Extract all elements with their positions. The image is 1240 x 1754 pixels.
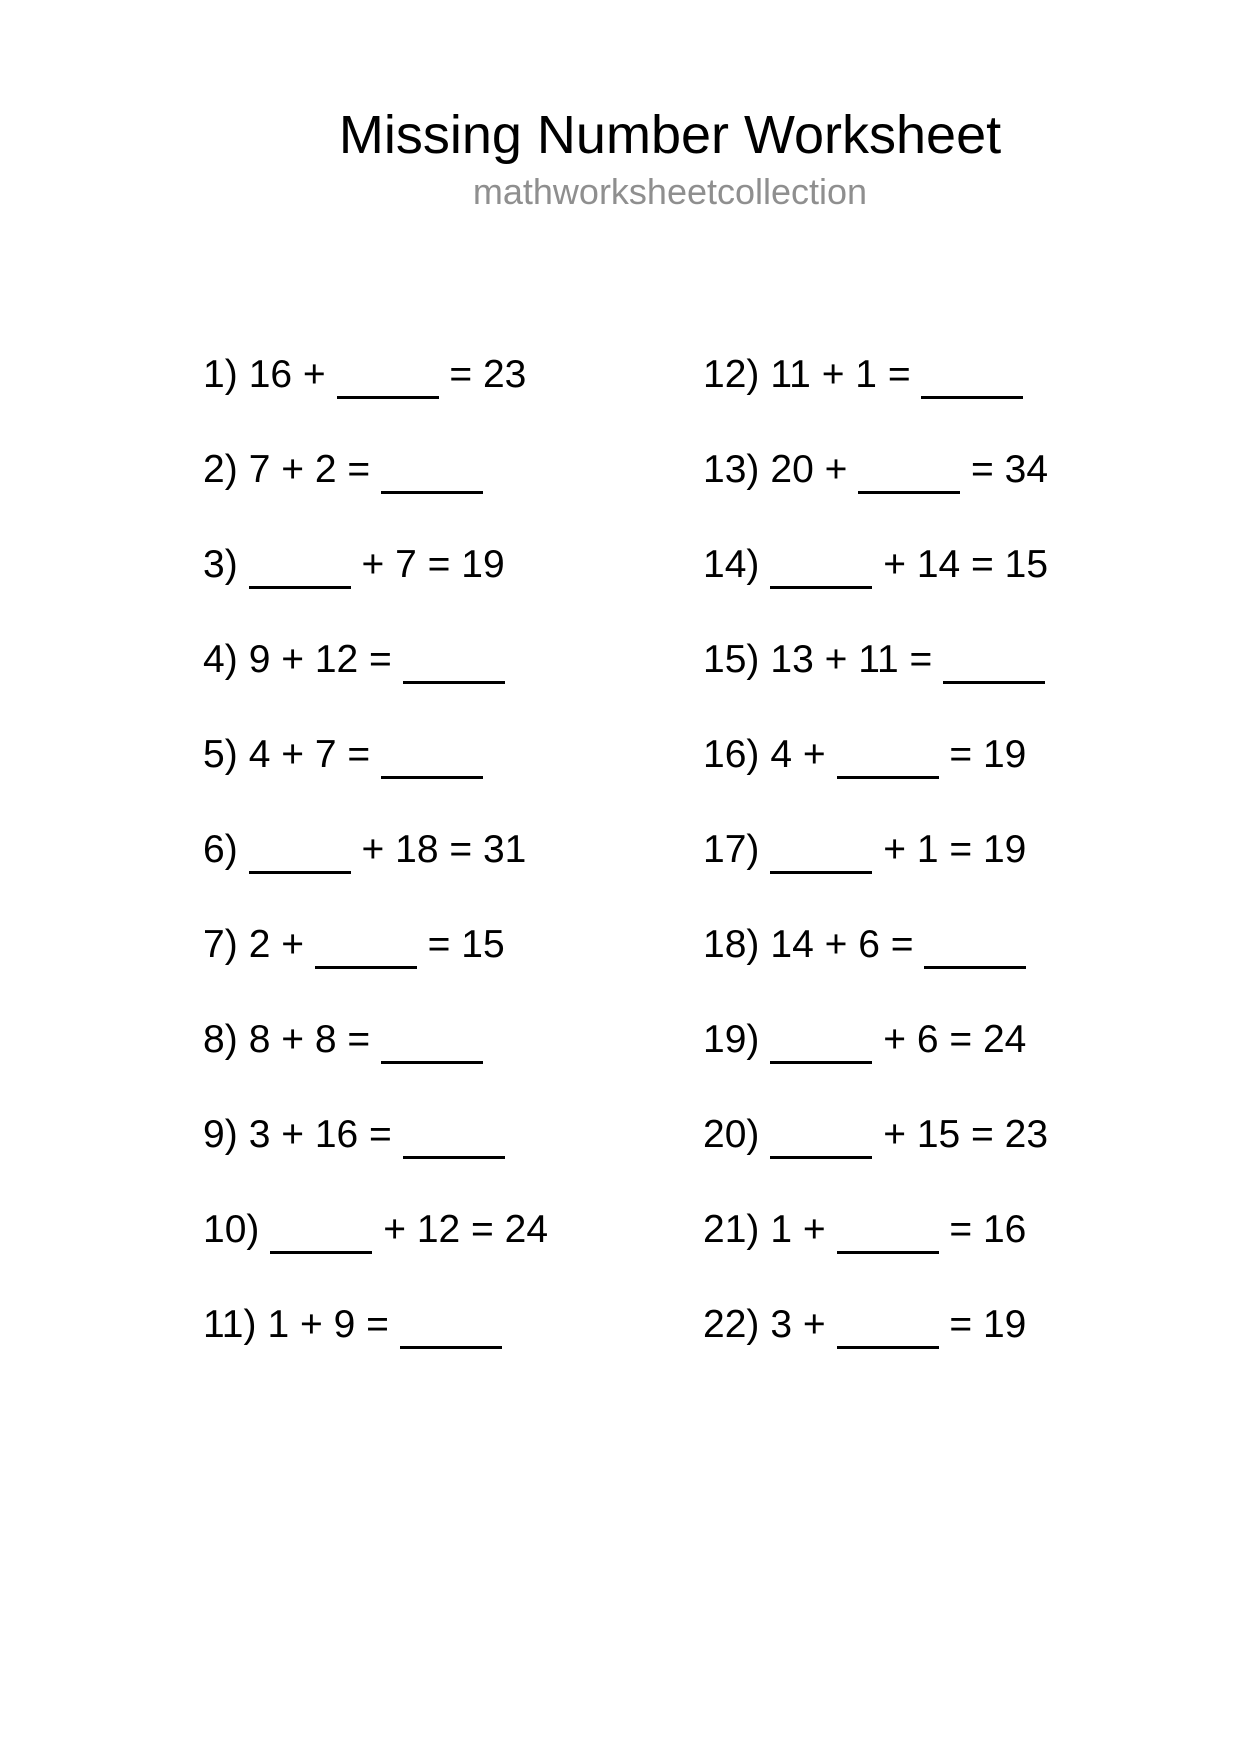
problem-text-pre: 4 + 7 = <box>248 733 381 776</box>
problem-row <box>203 517 548 612</box>
answer-blank <box>400 1312 502 1349</box>
problem-number: 7) <box>203 923 238 966</box>
problem-text-pre: 1 + <box>770 1208 837 1251</box>
problem-row <box>703 1277 1048 1372</box>
problems-column-left <box>203 327 548 1372</box>
problem-number: 10) <box>203 1208 260 1251</box>
problem-text-pre: 3 + 16 = <box>248 1113 403 1156</box>
problem-text-post: = 16 <box>938 1208 1027 1251</box>
problem-text-post: = 19 <box>938 1303 1027 1346</box>
problem-text-post: = 15 <box>416 923 505 966</box>
problem-number: 6) <box>203 828 238 871</box>
answer-blank <box>837 742 939 779</box>
problem-text-pre: 1 + 9 = <box>267 1303 400 1346</box>
problem-text-post: + 12 = 24 <box>372 1208 549 1251</box>
problem-number: 13) <box>703 448 760 491</box>
problem-row <box>703 327 1048 422</box>
problem-number: 17) <box>703 828 760 871</box>
problem-row <box>703 422 1048 517</box>
problem-row <box>703 897 1048 992</box>
problem-number: 22) <box>703 1303 760 1346</box>
problem-number: 1) <box>203 353 238 396</box>
problem-number: 8) <box>203 1018 238 1061</box>
problem-row <box>203 707 548 802</box>
answer-blank <box>770 1122 872 1159</box>
problem-text-pre: 13 + 11 = <box>770 638 944 681</box>
problems-column-right <box>703 327 1048 1372</box>
answer-blank <box>249 552 351 589</box>
problem-row <box>203 802 548 897</box>
problem-text-post: + 15 = 23 <box>872 1113 1049 1156</box>
problem-text-pre: 14 + 6 = <box>770 923 925 966</box>
problem-row <box>203 1087 548 1182</box>
problem-text-pre: 20 + <box>770 448 859 491</box>
answer-blank <box>770 552 872 589</box>
problem-text-post: + 14 = 15 <box>872 543 1049 586</box>
problem-number: 16) <box>703 733 760 776</box>
answer-blank <box>837 1217 939 1254</box>
answer-blank <box>837 1312 939 1349</box>
problem-number: 18) <box>703 923 760 966</box>
problem-text-post: + 7 = 19 <box>350 543 505 586</box>
problem-text-pre: 8 + 8 = <box>248 1018 381 1061</box>
answer-blank <box>770 837 872 874</box>
answer-blank <box>858 457 960 494</box>
problem-number: 20) <box>703 1113 760 1156</box>
answer-blank <box>337 362 439 399</box>
problem-text-pre: 4 + <box>770 733 837 776</box>
problem-row <box>703 707 1048 802</box>
answer-blank <box>770 1027 872 1064</box>
answer-blank <box>381 457 483 494</box>
answer-blank <box>921 362 1023 399</box>
problem-row <box>703 612 1048 707</box>
problem-text-post: + 18 = 31 <box>350 828 527 871</box>
problem-row <box>203 612 548 707</box>
problem-row <box>203 897 548 992</box>
problem-row <box>203 1182 548 1277</box>
problem-number: 11) <box>203 1303 257 1346</box>
answer-blank <box>403 1122 505 1159</box>
problem-text-pre: 11 + 1 = <box>770 353 922 396</box>
problem-row <box>203 1277 548 1372</box>
problem-text-post: = 23 <box>438 353 527 396</box>
answer-blank <box>943 647 1045 684</box>
problem-row <box>703 1087 1048 1182</box>
answer-blank <box>249 837 351 874</box>
problem-text-pre: 9 + 12 = <box>248 638 403 681</box>
problem-number: 4) <box>203 638 238 681</box>
problem-row <box>703 802 1048 897</box>
problem-text-pre: 16 + <box>248 353 337 396</box>
problem-number: 9) <box>203 1113 238 1156</box>
problem-number: 14) <box>703 543 760 586</box>
problem-row <box>203 422 548 517</box>
problem-number: 3) <box>203 543 238 586</box>
problem-number: 21) <box>703 1208 760 1251</box>
problem-row <box>703 992 1048 1087</box>
answer-blank <box>381 1027 483 1064</box>
problem-text-post: = 34 <box>960 448 1049 491</box>
answer-blank <box>270 1217 372 1254</box>
problem-row <box>203 327 548 422</box>
problem-number: 5) <box>203 733 238 776</box>
problem-number: 19) <box>703 1018 760 1061</box>
page-title: Missing Number Worksheet <box>338 105 1002 165</box>
problem-text-post: = 19 <box>938 733 1027 776</box>
answer-blank <box>315 932 417 969</box>
problem-number: 12) <box>703 353 760 396</box>
problem-row <box>703 1182 1048 1277</box>
answer-blank <box>381 742 483 779</box>
page-subtitle: mathworksheetcollection <box>472 171 868 212</box>
answer-blank <box>403 647 505 684</box>
answer-blank <box>924 932 1026 969</box>
problem-text-pre: 7 + 2 = <box>248 448 381 491</box>
problem-row <box>703 517 1048 612</box>
problem-text-post: + 1 = 19 <box>872 828 1027 871</box>
problem-text-pre: 3 + <box>770 1303 837 1346</box>
problem-text-pre: 2 + <box>248 923 315 966</box>
problem-number: 15) <box>703 638 760 681</box>
problem-number: 2) <box>203 448 238 491</box>
problem-row <box>203 992 548 1087</box>
problem-text-post: + 6 = 24 <box>872 1018 1027 1061</box>
